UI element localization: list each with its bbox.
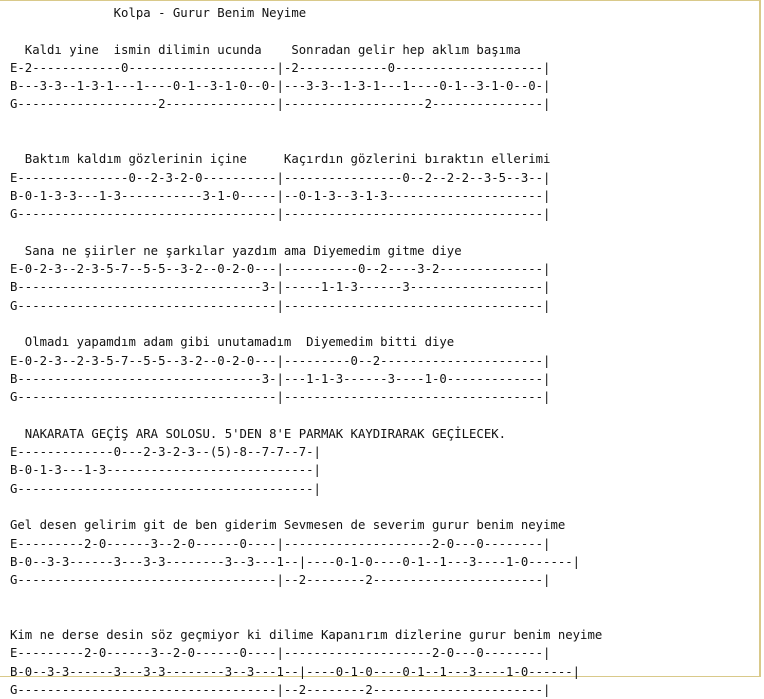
text-line bbox=[10, 608, 602, 626]
text-line: E-2------------0--------------------|-2------------0--------------------| bbox=[10, 60, 551, 75]
text-line: E---------2-0------3--2-0------0----|--------------------2-0---0--------| bbox=[10, 536, 551, 551]
text-line: G-----------------------------------|--2--------2-----------------------| bbox=[10, 682, 551, 697]
text-line: B-0--3-3------3---3-3--------3--3---1--|----0-1-0----0-1--1---3----1-0------| bbox=[10, 554, 581, 569]
text-line: NAKARATA GEÇİŞ ARA SOLOSU. 5'DEN 8'E PARMAK KAYDIRARAK GEÇİLECEK. bbox=[10, 426, 507, 441]
text-line bbox=[10, 22, 602, 40]
text-line: E---------------0--2-3-2-0----------|----------------0--2--2-2--3-5--3--| bbox=[10, 170, 551, 185]
text-line: B---------------------------------3-|---1-1-3------3----1-0-------------| bbox=[10, 371, 551, 386]
text-line: Kolpa - Gurur Benim Neyime bbox=[10, 6, 307, 20]
text-line: B---------------------------------3-|-----1-1-3------3------------------| bbox=[10, 280, 551, 295]
text-line: Kaldı yine ismin dilimin ucunda Sonradan gelir hep aklım başıma bbox=[10, 42, 521, 57]
text-line: Baktım kaldım gözlerinin içine Kaçırdın gözlerini bıraktın ellerimi bbox=[10, 152, 551, 167]
text-line: G----------------------------------------| bbox=[10, 481, 321, 496]
text-line: Sana ne şiirler ne şarkılar yazdım ama Diyemedim gitme diye bbox=[10, 243, 462, 258]
text-line bbox=[10, 315, 602, 333]
text-line: B---3-3--1-3-1---1----0-1--3-1-0--0-|---3-3--1-3-1---1----0-1--3-1-0--0-| bbox=[10, 79, 551, 94]
text-line: G-----------------------------------|--2--------2-----------------------| bbox=[10, 573, 551, 588]
text-line: E-------------0---2-3-2-3--(5)-8--7-7--7-| bbox=[10, 445, 321, 460]
text-line bbox=[10, 132, 602, 150]
text-line: G-----------------------------------|-----------------------------------| bbox=[10, 207, 551, 222]
tablature-text bbox=[10, 4, 602, 699]
text-line bbox=[10, 407, 602, 425]
text-line bbox=[10, 498, 602, 516]
text-line: E---------2-0------3--2-0------0----|--------------------2-0---0--------| bbox=[10, 646, 551, 661]
text-line: Gel desen gelirim git de ben giderim Sevmesen de severim gurur benim neyime bbox=[10, 518, 566, 533]
text-line bbox=[10, 114, 602, 132]
text-line: G-----------------------------------|-----------------------------------| bbox=[10, 390, 551, 405]
text-line: B-0-1-3-3---1-3-----------3-1-0-----|--0-1-3--3-1-3---------------------| bbox=[10, 188, 551, 203]
text-line: Kim ne derse desin söz geçmiyor ki dilime Kapanırım dizlerine gurur benim neyime bbox=[10, 628, 603, 643]
text-line: Olmadı yapamdım adam gibi unutamadım Diyemedim bitti diye bbox=[10, 335, 455, 350]
text-line: E-0-2-3--2-3-5-7--5-5--3-2--0-2-0---|---------0--2----------------------| bbox=[10, 353, 551, 368]
text-line bbox=[10, 590, 602, 608]
text-line bbox=[10, 224, 602, 242]
text-line: B-0-1-3---1-3----------------------------| bbox=[10, 463, 321, 478]
text-line: B-0--3-3------3---3-3--------3--3---1--|----0-1-0----0-1--1---3----1-0------| bbox=[10, 664, 581, 679]
text-line: G-----------------------------------|-----------------------------------| bbox=[10, 298, 551, 313]
text-line: G-------------------2---------------|-------------------2---------------| bbox=[10, 97, 551, 112]
text-line: E-0-2-3--2-3-5-7--5-5--3-2--0-2-0---|----------0--2----3-2--------------| bbox=[10, 262, 551, 277]
